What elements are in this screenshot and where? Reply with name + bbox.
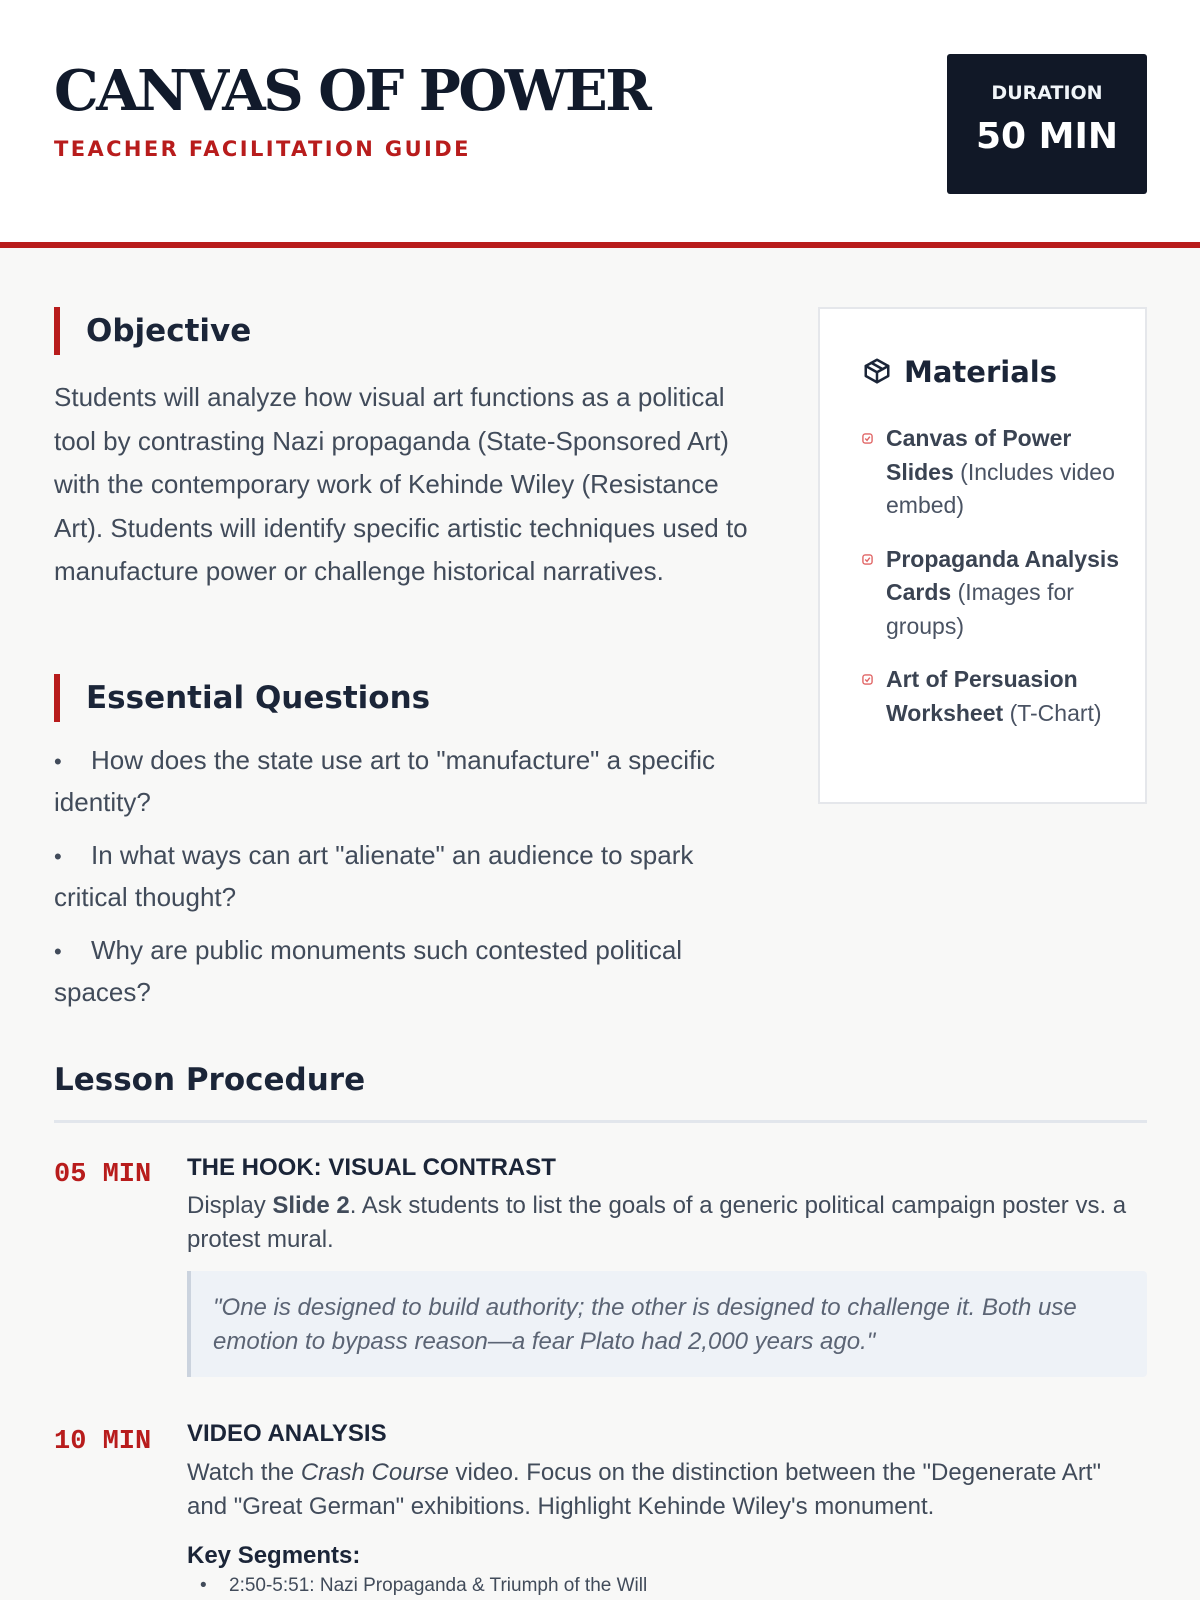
desc-text: . Ask students to list the goals of a generic political campaign poster vs. a protest mural. xyxy=(187,1192,1127,1253)
desc-text: Display xyxy=(187,1192,273,1219)
step-time: 10 MIN xyxy=(54,1427,152,1457)
checkbox-icon xyxy=(862,433,873,444)
materials-card xyxy=(818,307,1147,804)
desc-emphasis: Slide 2 xyxy=(272,1192,350,1219)
procedure-heading: Lesson Procedure xyxy=(54,1062,366,1098)
checkbox-icon xyxy=(862,554,873,565)
list-item xyxy=(862,663,1122,730)
essential-questions-list xyxy=(54,740,764,1025)
checkbox-icon xyxy=(862,674,873,685)
material-note: (Includes video embed) xyxy=(886,458,1115,518)
list-item xyxy=(862,543,1122,644)
divider xyxy=(54,1120,1147,1123)
material-name: Art of Persuasion Worksheet xyxy=(886,666,1078,726)
desc-text: Watch the xyxy=(187,1459,301,1486)
page-title: CANVAS OF POWER xyxy=(54,58,650,124)
desc-emphasis: Crash Course xyxy=(300,1459,449,1486)
duration-badge xyxy=(947,54,1147,194)
desc-text: video. Focus on the distinction between the "Degenerate Art" and "Great German" exhibitions. Highlight Kehinde Wiley's monument. xyxy=(187,1459,1101,1520)
list-item: • How does the state use art to "manufacture" a specific identity? xyxy=(54,740,764,822)
duration-label: DURATION xyxy=(991,82,1103,104)
facilitator-quote: "One is designed to build authority; the other is designed to challenge it. Both use emotion to bypass reason—a fear Plato had 2,000 years ago." xyxy=(187,1271,1147,1377)
material-name: Canvas of Power Slides xyxy=(886,425,1072,485)
material-note: (Images for groups) xyxy=(886,579,1074,639)
segments-list xyxy=(200,1575,647,1597)
page-subtitle: TEACHER FACILITATION GUIDE xyxy=(54,137,471,161)
list-item: • In what ways can art "alienate" an audience to spark critical thought? xyxy=(54,835,764,917)
list-item xyxy=(862,422,1122,523)
page-header xyxy=(0,0,1200,248)
materials-list xyxy=(862,422,1122,750)
step-description xyxy=(187,1456,1147,1523)
essential-questions-heading: Essential Questions xyxy=(54,674,430,722)
key-segments-label: Key Segments: xyxy=(187,1542,361,1569)
material-name: Propaganda Analysis Cards xyxy=(886,545,1120,605)
materials-heading xyxy=(862,355,1057,389)
duration-value: 50 MIN xyxy=(976,116,1118,157)
step-title: VIDEO ANALYSIS xyxy=(187,1420,387,1447)
package-icon xyxy=(862,356,892,386)
list-item: • 2:50-5:51: Nazi Propaganda & Triumph of the Will xyxy=(200,1575,647,1597)
materials-heading-label: Materials xyxy=(904,355,1057,389)
objective-text: Students will analyze how visual art functions as a political tool by contrasting Nazi propaganda (State-Sponsored Art) with the contemporary work of Kehinde Wiley (Resistance Art). Students will identify specific artistic techniques used to manufacture power or challenge historical narratives. xyxy=(54,382,748,586)
step-title: THE HOOK: VISUAL CONTRAST xyxy=(187,1154,556,1181)
step-description xyxy=(187,1189,1147,1256)
material-note: (T-Chart) xyxy=(1009,699,1102,726)
step-time: 05 MIN xyxy=(54,1160,152,1190)
list-item: • Why are public monuments such contested political spaces? xyxy=(54,930,764,1012)
objective-heading: Objective xyxy=(54,307,251,355)
